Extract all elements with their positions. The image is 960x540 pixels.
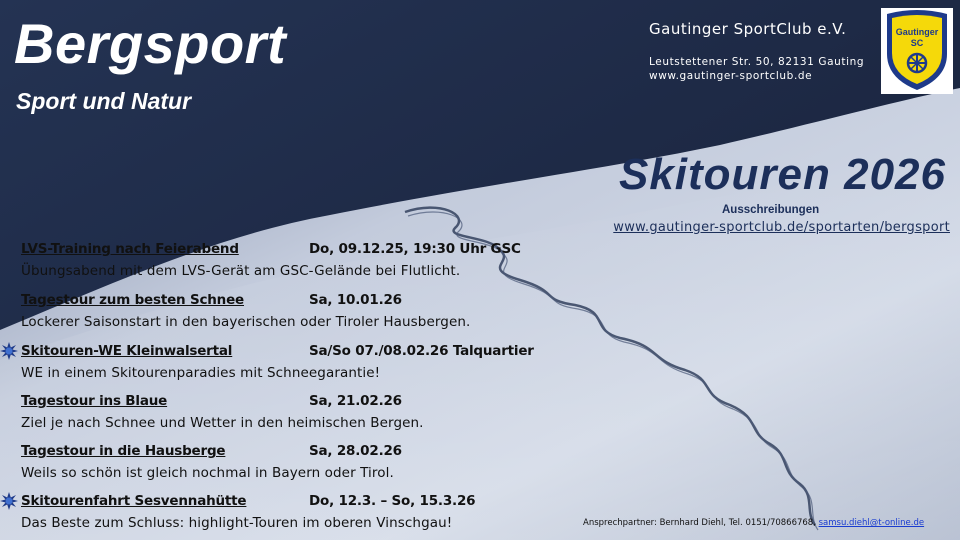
event-description: Weils so schön ist gleich nochmal in Bayern oder Tirol. — [21, 465, 394, 481]
star-burst-icon — [0, 342, 18, 360]
logo-text-top: Gautinger — [895, 27, 939, 37]
event-name[interactable]: LVS-Training nach Feierabend — [21, 241, 239, 257]
club-logo-shield — [881, 8, 953, 94]
club-name: Gautinger SportClub e.V. — [649, 20, 847, 38]
event-name[interactable]: Tagestour ins Blaue — [21, 393, 168, 409]
event-description: Das Beste zum Schluss: highlight-Touren im oberen Vinschgau! — [21, 515, 453, 531]
event-name[interactable]: Tagestour zum besten Schnee — [21, 292, 244, 308]
event-description: WE in einem Skitourenparadies mit Schneegarantie! — [21, 365, 381, 381]
event-name[interactable]: Tagestour in die Hausberge — [21, 443, 226, 459]
season-label: Ausschreibungen — [722, 204, 820, 216]
event-date: Sa, 28.02.26 — [309, 443, 402, 459]
event-description: Übungsabend mit dem LVS-Gerät am GSC-Gelände bei Flutlicht. — [21, 263, 461, 279]
season-link[interactable]: www.gautinger-sportclub.de/sportarten/bergsport — [613, 220, 950, 235]
event-date: Do, 12.3. – So, 15.3.26 — [309, 493, 476, 509]
club-address: Leutstettener Str. 50, 82131 Gauting — [649, 56, 865, 68]
contact-email-link[interactable]: samsu.diehl@t-online.de — [818, 518, 925, 528]
club-website[interactable]: www.gautinger-sportclub.de — [649, 70, 813, 82]
contact-text: Ansprechpartner: Bernhard Diehl, Tel. 0151/70866768, — [583, 518, 819, 528]
club-logo — [881, 8, 953, 94]
season-title: Skitouren 2026 — [618, 150, 946, 199]
event-date: Do, 09.12.25, 19:30 Uhr GSC — [309, 241, 521, 257]
event-name[interactable]: Skitouren-WE Kleinwalsertal — [21, 343, 233, 359]
page-subtitle: Sport und Natur — [16, 88, 192, 114]
star-burst-icon — [0, 492, 18, 510]
event-date: Sa/So 07./08.02.26 Talquartier — [309, 343, 534, 359]
event-date: Sa, 10.01.26 — [309, 292, 402, 308]
event-description: Ziel je nach Schnee und Wetter in den heimischen Bergen. — [21, 415, 424, 431]
event-name[interactable]: Skitourenfahrt Sesvennahütte — [21, 493, 247, 509]
event-date: Sa, 21.02.26 — [309, 393, 402, 409]
contact-line — [583, 518, 924, 528]
page-title: Bergsport — [14, 12, 287, 75]
event-description: Lockerer Saisonstart in den bayerischen oder Tiroler Hausbergen. — [21, 314, 471, 330]
logo-text-bottom: SC — [910, 38, 924, 48]
